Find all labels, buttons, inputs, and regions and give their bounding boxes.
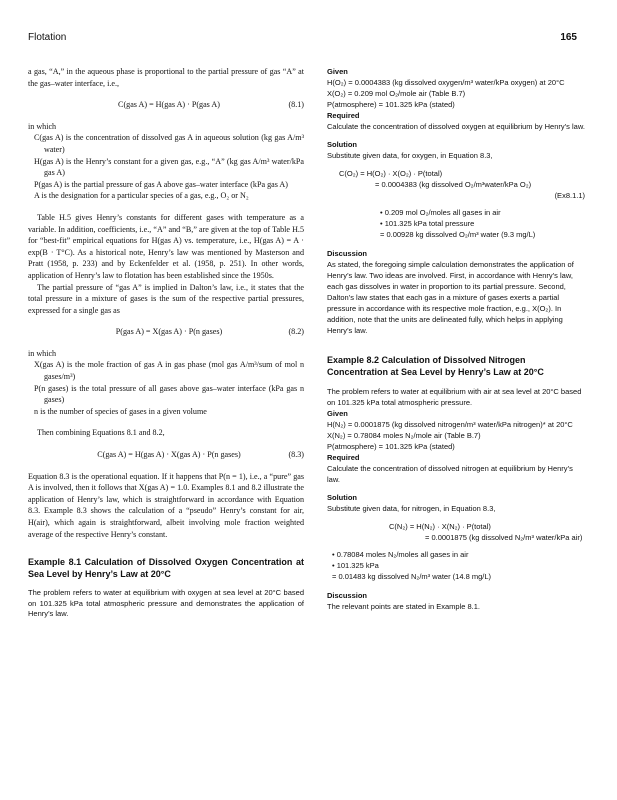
given-heading: Given	[327, 67, 348, 76]
page-number: 165	[560, 32, 577, 43]
definition: A is the designation for a particular species of a gas, e.g., O₂ or N₂	[34, 191, 249, 201]
calc-bullet: • 0.209 mol O₂/moles all gases in air	[380, 208, 501, 217]
solution-heading: Solution	[327, 140, 357, 149]
given-item: P(atmosphere) = 101.325 kPa (stated)	[327, 442, 455, 451]
equation-8-2: P(gas A) = X(gas A) · P(n gases) (8.2)	[115, 327, 304, 337]
paragraph: Table H.5 gives Henry’s constants for different gases with temperature as a variable. In addition, coefficients, i.e., “A” and “B,” are given at the top of Table H.5 for “best-fit” empirical equations for H(gas A) vs. temperature, i.e., H(gas A) = A · exp(B · T°C). As a historical note, Henry’s law was mentioned by Masterson and Pratt (1958, p. 233) and by Eckenfelder et al. (1958, p. 251). In other words, application of Henry’s law to flotation has been established since the 1950s.	[28, 212, 304, 280]
example-8-1-text: The problem refers to water at equilibrium with oxygen at sea level at 20°C based on 101.325 kPa total atmospheric pressure and demonstrates the application of Henry’s law.	[28, 588, 304, 619]
discussion-text: The relevant points are stated in Example 8.1.	[327, 602, 481, 611]
example-8-2-title: Example 8.2 Calculation of Dissolved Nitrogen Concentration at Sea Level by Henry’s Law at 20°C	[327, 355, 544, 377]
calculation-line: = 0.0001875 (kg dissolved N₂/m³ water/kPa air)	[425, 533, 583, 542]
right-column	[327, 66, 585, 612]
given-heading: Given	[327, 409, 348, 418]
discussion-text: As stated, the foregoing simple calculation demonstrates the application of Henry’s law. Two ideas are involved. First, in accordance with Henry’s law, each gas dissolves in water in proportion to its partial pressure. Second, Dalton’s law states that each gas in a mixture of gases exerts a partial pressure in accordance with its respective mole fraction, e.g., X(O₂). In addition, note that the units are delineated fully, which helps in applying Henry’s law.	[327, 260, 574, 335]
calc-result: = 0.00928 kg dissolved O₂/m³ water (9.3 mg/L)	[380, 230, 536, 239]
paragraph: Equation 8.3 is the operational equation. If it happens that P(n = 1), i.e., a “pure” gas A is involved, then it follows that X(gas A) = 1.0. Examples 8.1 and 8.2 illustrate the application of Henry’s law, which is straightforward in accordance with Equation 8.3. Example 8.3 shows the calculation of a “pseudo” Henry’s constant for air, H(air), which again is straightforward, albeit involving mole fraction weighted average of the respective Henry’s constant.	[28, 471, 304, 539]
given-item: X(O₂) = 0.209 mol O₂/mole air (Table B.7)	[327, 89, 466, 98]
definition: P(n gases) is the total pressure of all gases above gas–water interface (kPa gas n gases)	[34, 383, 304, 405]
required-text: Calculate the concentration of dissolved nitrogen at equilibrium by Henry’s law.	[327, 464, 573, 484]
calc-bullet: • 0.78084 moles N₂/moles all gases in air	[332, 550, 469, 559]
paragraph: The partial pressure of “gas A” is implied in Dalton’s law, i.e., it states that the total pressure in a mixture of gases is the sum of the respective partial pressures, expressed for a single gas as	[28, 282, 304, 315]
given-item: P(atmosphere) = 101.325 kPa (stated)	[327, 100, 455, 109]
given-item: H(N₂) = 0.0001875 (kg dissolved nitrogen/m³ water/kPa nitrogen)* at 20°C	[327, 420, 573, 429]
solution-text: Substitute given data, for oxygen, in Equation 8.3,	[327, 151, 493, 160]
calc-result: = 0.01483 kg dissolved N₂/m³ water (14.8 mg/L)	[332, 572, 492, 581]
solution-heading: Solution	[327, 493, 357, 502]
left-column	[28, 66, 304, 620]
equation-8-3: C(gas A) = H(gas A) · X(gas A) · P(n gases) (8.3)	[97, 450, 304, 460]
solution-text: Substitute given data, for nitrogen, in Equation 8.3,	[327, 504, 496, 513]
definition: H(gas A) is the Henry’s constant for a given gas, e.g., “A” (kg gas A/m³ water/kPa gas A)	[34, 156, 304, 178]
in-which-label: in which	[28, 121, 57, 131]
equation-8-1: C(gas A) = H(gas A) · P(gas A) (8.1)	[118, 100, 304, 110]
calculation-line: C(O₂) = H(O₂) · X(O₂) · P(total)	[339, 169, 443, 178]
calc-bullet: • 101.325 kPa total pressure	[380, 219, 475, 228]
required-text: Calculate the concentration of dissolved oxygen at equilibrium by Henry’s law.	[327, 122, 585, 131]
example-8-1-title: Example 8.1 Calculation of Dissolved Oxygen Concentration at Sea Level by Henry’s Law at 20°C	[28, 557, 304, 580]
example-8-2-text: The problem refers to water at equilibrium with air at sea level at 20°C based on 101.325 kPa total atmospheric pressure.	[327, 387, 582, 407]
calculation-line: = 0.0004383 (kg dissolved O₂/m³water/kPa O₂)	[375, 180, 532, 189]
discussion-heading: Discussion	[327, 591, 368, 600]
calc-bullet: • 101.325 kPa	[332, 561, 379, 570]
given-item: H(O₂) = 0.0004383 (kg dissolved oxygen/m³ water/kPa oxygen) at 20°C	[327, 78, 565, 87]
discussion-heading: Discussion	[327, 249, 368, 258]
required-heading: Required	[327, 453, 360, 462]
paragraph: a gas, “A,” in the aqueous phase is proportional to the partial pressure of gas “A” at the gas–water interface, i.e.,	[28, 67, 304, 88]
required-heading: Required	[327, 111, 360, 120]
definitions-list	[28, 132, 304, 202]
paragraph: Then combining Equations 8.1 and 8.2,	[37, 428, 165, 438]
in-which-label: in which	[28, 348, 57, 358]
definition: n is the number of species of gases in a given volume	[34, 406, 207, 416]
definition: P(gas A) is the partial pressure of gas A above gas–water interface (kPa gas A)	[34, 179, 288, 189]
given-item: X(N₂) = 0.78084 moles N₂/mole air (Table B.7)	[327, 431, 481, 440]
running-header: Flotation	[28, 32, 67, 43]
equation-number: (Ex8.1.1)	[554, 191, 585, 200]
definitions-list	[28, 359, 304, 417]
definition: X(gas A) is the mole fraction of gas A in gas phase (mol gas A/m³/sum of mol n gases/m³)	[34, 360, 304, 382]
definition: C(gas A) is the concentration of dissolved gas A in aqueous solution (kg gas A/m³ water)	[34, 133, 304, 154]
calculation-line: C(N₂) = H(N₂) · X(N₂) · P(total)	[389, 522, 491, 531]
